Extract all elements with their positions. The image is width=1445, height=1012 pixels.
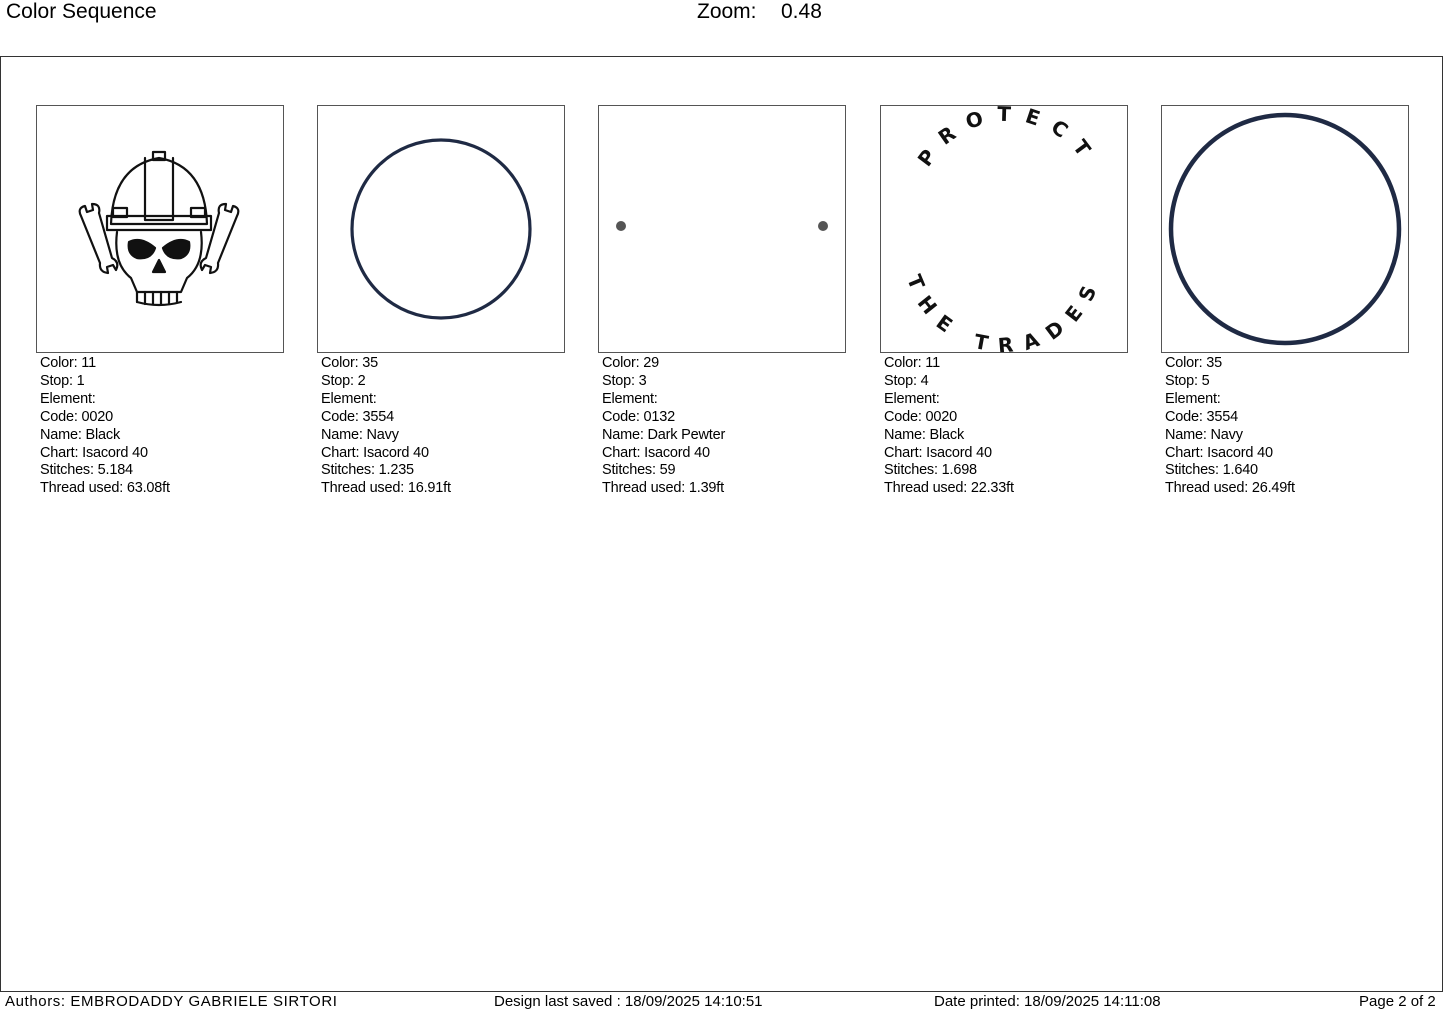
thread-chart: Chart: Isacord 40 — [321, 444, 429, 461]
element-label: Element: — [40, 390, 96, 407]
stop-details — [36, 353, 284, 498]
thread-code: Code: 3554 — [1165, 408, 1238, 425]
thread-code: Code: 0020 — [884, 408, 957, 425]
two-dots-icon — [599, 106, 845, 352]
stop-number: Stop: 1 — [40, 372, 85, 389]
thread-used: Thread used: 26.49ft — [1165, 480, 1295, 497]
stop-details — [317, 353, 565, 498]
color-number: Color: 35 — [1165, 355, 1223, 371]
stitch-count: Stitches: 59 — [602, 462, 676, 479]
arched-text-thumbnail — [881, 106, 1127, 352]
arched-text-bottom: THE TRADES — [902, 271, 1106, 352]
thread-chart: Chart: Isacord 40 — [1165, 444, 1273, 461]
thread-code: Code: 3554 — [321, 408, 394, 425]
color-stop-card — [598, 105, 846, 498]
color-number: Color: 29 — [602, 355, 660, 371]
stop-number: Stop: 3 — [602, 372, 647, 389]
thread-used: Thread used: 1.39ft — [602, 480, 724, 497]
color-stop-card — [36, 105, 284, 498]
stop-thumbnail — [36, 105, 284, 353]
zoom-value: 0.48 — [781, 0, 822, 23]
thread-chart: Chart: Isacord 40 — [884, 444, 992, 461]
stop-number: Stop: 5 — [1165, 372, 1210, 389]
zoom-label: Zoom: — [697, 0, 757, 23]
color-stop-card — [880, 105, 1128, 498]
thin-circle-icon — [318, 106, 564, 352]
svg-text:THE TRADES — [902, 271, 1106, 352]
color-stop-card — [1161, 105, 1409, 498]
thread-chart: Chart: Isacord 40 — [40, 444, 148, 461]
footer-page-number: Page 2 of 2 — [1359, 993, 1436, 1010]
stop-thumbnail — [598, 105, 846, 353]
color-number: Color: 11 — [884, 355, 940, 371]
thread-code: Code: 0132 — [602, 408, 675, 425]
stop-number: Stop: 2 — [321, 372, 366, 389]
footer-last-saved: Design last saved : 18/09/2025 14:10:51 — [494, 993, 763, 1010]
stitch-count: Stitches: 1.235 — [321, 462, 414, 479]
element-label: Element: — [602, 390, 658, 407]
thread-chart: Chart: Isacord 40 — [602, 444, 710, 461]
stitch-count: Stitches: 1.640 — [1165, 462, 1258, 479]
stop-thumbnail — [317, 105, 565, 353]
thread-name: Name: Navy — [1165, 426, 1243, 443]
footer-date-printed: Date printed: 18/09/2025 14:11:08 — [934, 993, 1161, 1010]
thread-used: Thread used: 22.33ft — [884, 480, 1014, 497]
color-number: Color: 35 — [321, 355, 379, 371]
stop-details — [1161, 353, 1409, 498]
element-label: Element: — [1165, 390, 1221, 407]
stop-thumbnail — [880, 105, 1128, 353]
page-title: Color Sequence — [6, 0, 157, 23]
thread-used: Thread used: 16.91ft — [321, 480, 451, 497]
svg-text:PROTECT — [913, 106, 1104, 171]
thread-used: Thread used: 63.08ft — [40, 480, 170, 497]
thick-circle-icon — [1162, 106, 1408, 352]
element-label: Element: — [884, 390, 940, 407]
stitch-count: Stitches: 1.698 — [884, 462, 977, 479]
stop-details — [880, 353, 1128, 498]
thread-name: Name: Navy — [321, 426, 399, 443]
arched-text-top: PROTECT — [912, 106, 1104, 171]
skull-hardhat-icon — [37, 106, 283, 352]
stop-thumbnail — [1161, 105, 1409, 353]
color-number: Color: 11 — [40, 355, 96, 371]
thread-code: Code: 0020 — [40, 408, 113, 425]
stop-number: Stop: 4 — [884, 372, 929, 389]
thread-name: Name: Black — [40, 426, 120, 443]
footer-authors: Authors: EMBRODADDY GABRIELE SIRTORI — [5, 993, 338, 1010]
color-stop-card — [317, 105, 565, 498]
stop-details — [598, 353, 846, 498]
element-label: Element: — [321, 390, 377, 407]
thread-name: Name: Black — [884, 426, 964, 443]
thread-name: Name: Dark Pewter — [602, 426, 726, 443]
stitch-count: Stitches: 5.184 — [40, 462, 133, 479]
